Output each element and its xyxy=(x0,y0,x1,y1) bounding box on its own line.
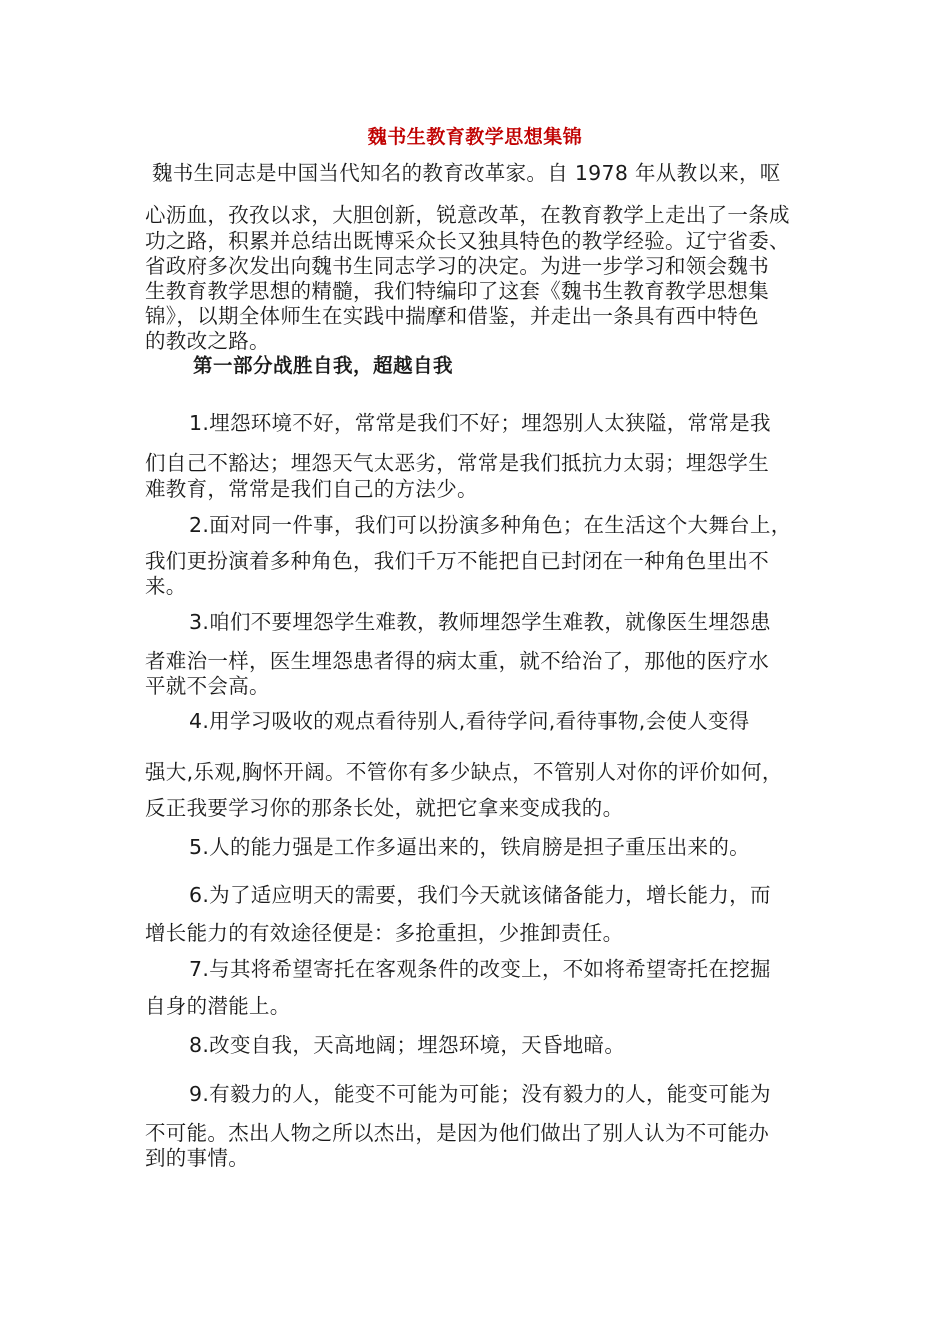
intro-line: 魏书生同志是中国当代知名的教育改革家。自 1978 年从教以来，呕 xyxy=(152,161,781,185)
document-title: 魏书生教育教学思想集锦 xyxy=(367,126,583,148)
item-line: 3.咱们不要埋怨学生难教，教师埋怨学生难教，就像医生埋怨患 xyxy=(189,610,771,634)
item-line: 9.有毅力的人，能变不可能为可能；没有毅力的人，能变可能为 xyxy=(189,1082,771,1106)
intro-line: 的教改之路。 xyxy=(145,329,270,353)
item-line: 2.面对同一件事，我们可以扮演多种角色；在生活这个大舞台上， xyxy=(189,513,792,537)
item-line: 来。 xyxy=(145,574,187,598)
item-line: 自身的潜能上。 xyxy=(145,994,291,1018)
intro-line: 省政府多次发出向魏书生同志学习的决定。为进一步学习和领会魏书 xyxy=(145,254,769,278)
section-heading: 第一部分战胜自我，超越自我 xyxy=(193,354,454,377)
item-line: 6.为了适应明天的需要，我们今天就该储备能力，增长能力，而 xyxy=(189,883,771,907)
item-line: 7.与其将希望寄托在客观条件的改变上，不如将希望寄托在挖掘 xyxy=(189,957,771,981)
item-line: 4.用学习吸收的观点看待别人,看待学问,看待事物,会使人变得 xyxy=(189,709,750,733)
intro-line: 锦》，以期全体师生在实践中揣摩和借鉴，并走出一条具有西中特色 xyxy=(145,304,759,328)
item-line: 1.埋怨环境不好，常常是我们不好；埋怨别人太狭隘，常常是我 xyxy=(189,411,771,435)
item-line: 强大,乐观,胸怀开阔。不管你有多少缺点，不管别人对你的评价如何， xyxy=(145,760,783,784)
intro-line: 生教育教学思想的精髓，我们特编印了这套《魏书生教育教学思想集 xyxy=(145,279,769,303)
item-line: 者难治一样，医生埋怨患者得的病太重，就不给治了，那他的医疗水 xyxy=(145,649,769,673)
intro-line: 心沥血，孜孜以求，大胆创新，锐意改革，在教育教学上走出了一条成 xyxy=(145,203,790,227)
item-line: 不可能。杰出人物之所以杰出，是因为他们做出了别人认为不可能办 xyxy=(145,1121,769,1145)
intro-line: 功之路，积累并总结出既博采众长又独具特色的教学经验。辽宁省委、 xyxy=(145,229,790,253)
item-line: 5.人的能力强是工作多逼出来的，铁肩膀是担子重压出来的。 xyxy=(189,835,750,859)
item-line: 们自己不豁达；埋怨天气太恶劣，常常是我们抵抗力太弱；埋怨学生 xyxy=(145,451,769,475)
item-line: 我们更扮演着多种角色，我们千万不能把自已封闭在一种角色里出不 xyxy=(145,549,769,573)
item-line: 8.改变自我，天高地阔；埋怨环境，天昏地暗。 xyxy=(189,1033,626,1057)
item-line: 增长能力的有效途径便是：多抢重担，少推卸责任。 xyxy=(145,921,624,945)
item-line: 难教育，常常是我们自己的方法少。 xyxy=(145,477,478,501)
item-line: 反正我要学习你的那条长处，就把它拿来变成我的。 xyxy=(145,796,624,820)
item-line: 平就不会高。 xyxy=(145,674,270,698)
item-line: 到的事情。 xyxy=(145,1146,249,1170)
